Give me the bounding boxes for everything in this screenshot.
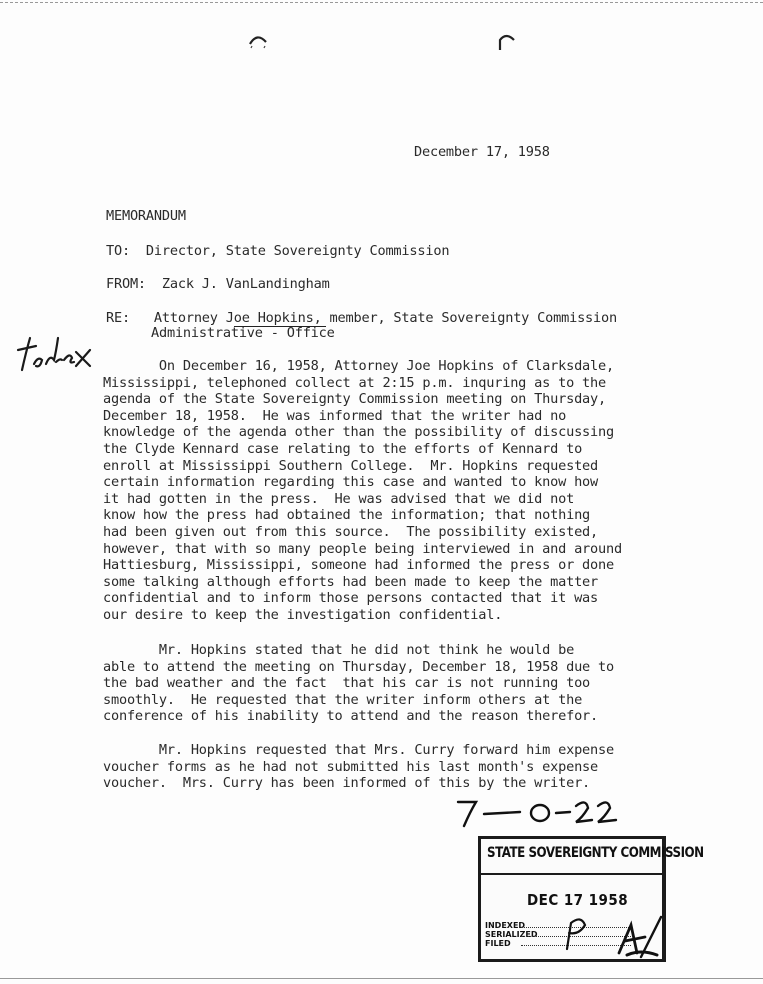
to-line: TO: Director, State Sovereignty Commission [106,243,450,259]
re-line-continued: Administrative - Office [151,325,335,341]
stamp-initials-scribble [557,909,665,961]
top-perforation [0,2,763,3]
memo-date: December 17, 1958 [414,144,550,160]
stamp-title: STATE SOVEREIGNTY COMMISSION [487,845,704,861]
stamp-label-serialized: SERIALIZED [485,930,538,939]
name-underline [234,326,326,327]
body-paragraph-3: Mr. Hopkins requested that Mrs. Curry forward him expense voucher forms as he had not submitted his last month's expense voucher. Mrs. Curry has been informed of this by the writer. [103,742,614,792]
body-paragraph-1: On December 16, 1958, Attorney Joe Hopkins of Clarksdale, Mississippi, telephoned collect at 2:15 p.m. inquring as to the agenda of the State Sovereignty Commission meeting on Thursday, December 18, 1958. He was informed that the writer had no knowledge of the agenda other than the possibility of discussing the Clyde Kennard case relating to the efforts of Kennard to enroll at Mississippi Southern College. Mr. Hopkins requested certain information regarding this case and wanted to know how it had gotten in the press. He was advised that we did not know how the press had obtained the information; that nothing had been given out from this source. The possibility existed, however, that with so many people being interviewed in and around Hattiesburg, Mississippi, someone had informed the press or done some talking although efforts had been made to keep the matter confidential and to inform those persons contacted that it was our desire to keep the investigation confidential. [103,358,622,623]
stamp-date: DEC 17 1958 [527,891,629,909]
handwritten-file-number [452,796,632,830]
staple-mark-icon [496,30,518,52]
stamp-labels [485,921,538,948]
memo-heading: MEMORANDUM [106,208,186,224]
commission-stamp [478,836,704,962]
from-line: FROM: Zack J. VanLandingham [106,276,330,292]
handwritten-index-note [16,330,98,378]
stamp-divider [481,873,662,875]
body-paragraph-2: Mr. Hopkins stated that he did not think he would be able to attend the meeting on Thursday, December 18, 1958 due to the bad weather and the fact that his car is not running too smoothly. He requested that the writer inform others at the conference of his inability to attend and the reason therefor. [103,642,614,725]
staple-mark-icon [247,30,269,52]
bottom-edge [0,978,763,979]
stamp-label-filed: FILED [485,939,511,948]
stamp-label-indexed: INDEXED [485,921,526,930]
re-line: RE: Attorney Joe Hopkins, member, State Sovereignty Commission [106,310,617,326]
